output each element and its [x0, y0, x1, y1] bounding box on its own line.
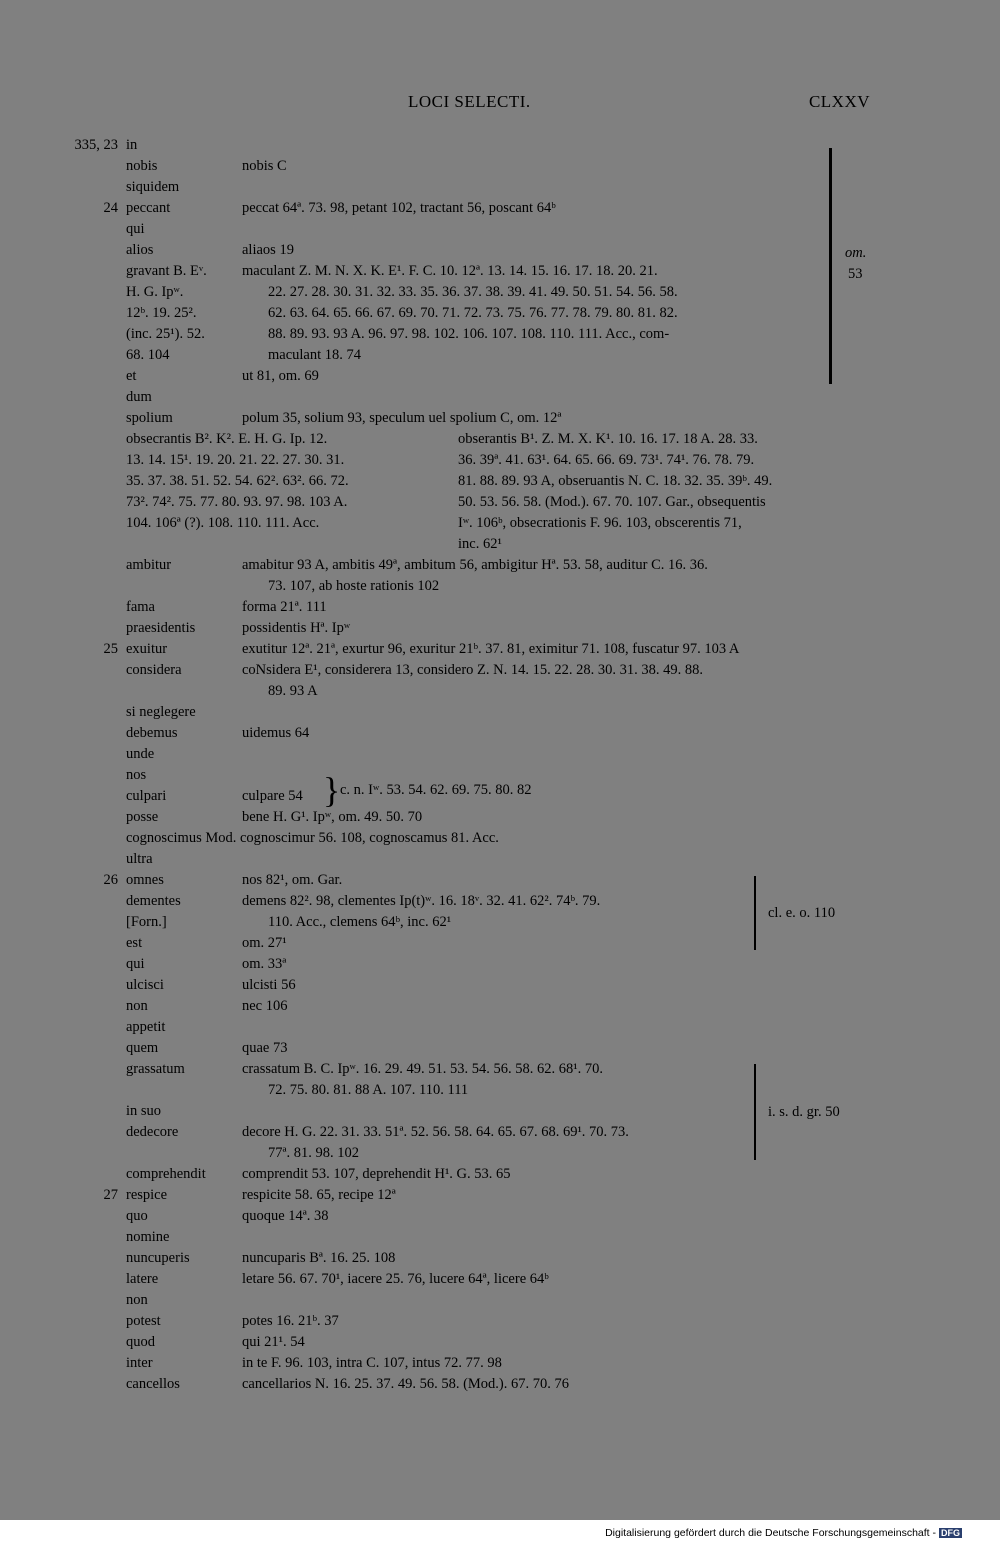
lemma: spolium	[126, 410, 173, 426]
lemma: dementes	[126, 893, 181, 909]
lemma: potest	[126, 1313, 161, 1329]
lemma: ambitur	[126, 557, 172, 573]
lemma: unde	[126, 746, 155, 762]
variant-reading: maculant Z. M. N. X. K. E¹. F. C. 10. 12ª. 13. 14. 15. 16. 17. 18. 20. 21.	[242, 263, 658, 279]
bracket-bar	[754, 1064, 756, 1160]
page-number: CLXXV	[808, 92, 870, 111]
footer-credit	[605, 1527, 962, 1539]
variant-reading: 81. 88. 89. 93 A, obseruantis N. C. 18. 32. 35. 39ᵇ. 49.	[458, 473, 773, 489]
variant-reading: ulcisti 56	[242, 977, 296, 993]
line-number: 335, 23	[74, 137, 118, 153]
side-note-cn: c. n. Iʷ. 53. 54. 62. 69. 75. 80. 82	[340, 782, 532, 798]
variant-reading: letare 56. 67. 70¹, iacere 25. 76, lucere 64ª, licere 64ᵇ	[242, 1271, 549, 1287]
lemma: si neglegere	[126, 704, 196, 720]
lemma: praesidentis	[126, 620, 196, 636]
lemma: siquidem	[126, 179, 180, 195]
variant-reading: demens 82². 98, clementes Ip(t)ʷ. 16. 18ᵛ. 32. 41. 62². 74ᵇ. 79.	[242, 893, 601, 909]
lemma: peccant	[126, 200, 171, 216]
lemma: respice	[126, 1187, 168, 1203]
variant-reading: in te F. 96. 103, intra C. 107, intus 72. 77. 98	[242, 1355, 502, 1371]
variant-reading: coNsidera E¹, considerera 13, considero Z. N. 14. 15. 22. 28. 30. 31. 38. 49. 88.	[242, 662, 704, 678]
variant-reading: amabitur 93 A, ambitis 49ª, ambitum 56, ambigitur Hª. 53. 58, auditur C. 16. 36.	[242, 557, 708, 573]
lemma: nuncuperis	[126, 1250, 190, 1266]
bracket-bar	[754, 876, 756, 950]
lemma: (inc. 25¹). 52.	[126, 326, 205, 342]
variant-reading: Iʷ. 106ᵇ, obsecrationis F. 96. 103, obscerentis 71,	[458, 515, 742, 531]
variant-reading: nuncuparis Bª. 16. 25. 108	[242, 1250, 396, 1266]
variant-reading: comprendit 53. 107, deprehendit H¹. G. 53. 65	[242, 1166, 511, 1182]
variant-reading: quae 73	[242, 1040, 288, 1056]
side-note-om: om.	[845, 245, 867, 261]
variant-reading: qui 21¹. 54	[242, 1334, 305, 1350]
variant-reading: 88. 89. 93. 93 A. 96. 97. 98. 102. 106. 107. 108. 110. 111. Acc., com-	[268, 326, 670, 342]
variant-reading: respicite 58. 65, recipe 12ª	[242, 1187, 396, 1203]
lemma: quod	[126, 1334, 155, 1350]
lemma: 13. 14. 15¹. 19. 20. 21. 22. 27. 30. 31.	[126, 452, 345, 468]
lemma: grassatum	[126, 1061, 185, 1077]
side-note-cleo: cl. e. o. 110	[768, 905, 836, 921]
lemma: 68. 104	[126, 347, 170, 363]
variant-reading: possidentis Hª. Ipʷ	[242, 620, 351, 636]
lemma: dum	[126, 389, 152, 405]
variant-reading: nec 106	[242, 998, 288, 1014]
lemma: nos	[126, 767, 147, 783]
lemma: considera	[126, 662, 182, 678]
lemma: non	[126, 998, 148, 1014]
lemma: H. G. Ipʷ.	[126, 284, 184, 300]
variant-reading: om. 27¹	[242, 935, 287, 951]
lemma: nobis	[126, 158, 158, 174]
variant-reading: decore H. G. 22. 31. 33. 51ª. 52. 56. 58. 64. 65. 67. 68. 69¹. 70. 73.	[242, 1124, 629, 1140]
lemma: culpari	[126, 788, 167, 804]
lemma: in	[126, 137, 138, 153]
lemma: 73². 74². 75. 77. 80. 93. 97. 98. 103 A.	[126, 494, 348, 510]
variant-reading: maculant 18. 74	[268, 347, 362, 363]
lemma: 12ᵇ. 19. 25².	[126, 305, 197, 321]
variant-reading: 110. Acc., clemens 64ᵇ, inc. 62¹	[268, 914, 452, 930]
variant-reading: inc. 62¹	[458, 536, 502, 552]
variant-reading: polum 35, solium 93, speculum uel spolium C, om. 12ª	[242, 410, 562, 426]
line-number: 24	[103, 200, 118, 216]
variant-reading: exutitur 12ª. 21ª, exurtur 96, exuritur 21ᵇ. 37. 81, eximitur 71. 108, fuscatur 97. 103 A	[242, 641, 740, 657]
lemma: exuitur	[126, 641, 168, 657]
lemma: 35. 37. 38. 51. 52. 54. 62². 63². 66. 72.	[126, 473, 349, 489]
lemma: comprehendit	[126, 1166, 206, 1182]
variant-reading: 50. 53. 56. 58. (Mod.). 67. 70. 107. Gar., obsequentis	[458, 494, 766, 510]
variant-reading: quoque 14ª. 38	[242, 1208, 329, 1224]
running-title: LOCI SELECTI.	[408, 92, 531, 111]
variant-reading: 22. 27. 28. 30. 31. 32. 33. 35. 36. 37. 38. 39. 41. 49. 50. 51. 54. 56. 58.	[268, 284, 678, 300]
lemma: non	[126, 1292, 148, 1308]
lemma: alios	[126, 242, 154, 258]
lemma: appetit	[126, 1019, 166, 1035]
line-number: 27	[103, 1187, 118, 1203]
lemma: in suo	[126, 1103, 162, 1119]
bracket-bar	[829, 148, 832, 384]
variant-reading: potes 16. 21ᵇ. 37	[242, 1313, 339, 1329]
variant-reading: nos 82¹, om. Gar.	[242, 872, 343, 888]
lemma: ulcisci	[126, 977, 164, 993]
variant-reading: cancellarios N. 16. 25. 37. 49. 56. 58. (Mod.). 67. 70. 76	[242, 1376, 570, 1392]
lemma: nomine	[126, 1229, 170, 1245]
lemma: omnes	[126, 872, 164, 888]
lemma: fama	[126, 599, 155, 615]
lemma: [Forn.]	[126, 914, 167, 930]
variant-reading: 77ª. 81. 98. 102	[268, 1145, 360, 1161]
line-number: 25	[103, 641, 118, 657]
dfg-logo: DFG	[941, 1528, 960, 1538]
brace-glyph: }	[323, 770, 341, 810]
variant-reading: crassatum B. C. Ipʷ. 16. 29. 49. 51. 53. 54. 56. 58. 62. 68¹. 70.	[242, 1061, 603, 1077]
lemma: qui	[126, 956, 145, 972]
variant-reading: bene H. G¹. Ipʷ, om. 49. 50. 70	[242, 809, 423, 825]
variant-reading: obserantis B¹. Z. M. X. K¹. 10. 16. 17. 18 A. 28. 33.	[458, 431, 758, 447]
lemma: quo	[126, 1208, 148, 1224]
variant-reading: aliaos 19	[242, 242, 294, 258]
variant-reading: nobis C	[242, 158, 287, 174]
lemma: 104. 106ª (?). 108. 110. 111. Acc.	[126, 515, 320, 531]
lemma: inter	[126, 1355, 153, 1371]
footer-text: Digitalisierung gefördert durch die Deutsche Forschungsgemeinschaft -	[605, 1527, 936, 1539]
variant-reading: peccat 64ª. 73. 98, petant 102, tractant 56, poscant 64ᵇ	[242, 200, 556, 216]
side-note-isdgr: i. s. d. gr. 50	[768, 1104, 840, 1120]
lemma: et	[126, 368, 137, 384]
lemma: cancellos	[126, 1376, 180, 1392]
lemma: posse	[126, 809, 159, 825]
variant-reading: ut 81, om. 69	[242, 368, 319, 384]
variant-reading: forma 21ª. 111	[242, 599, 327, 615]
lemma: debemus	[126, 725, 178, 741]
variant-reading: 62. 63. 64. 65. 66. 67. 69. 70. 71. 72. 73. 75. 76. 77. 78. 79. 80. 81. 82.	[268, 305, 678, 321]
variant-reading: 36. 39ª. 41. 63¹. 64. 65. 66. 69. 73¹. 74¹. 76. 78. 79.	[458, 452, 755, 468]
lemma: latere	[126, 1271, 159, 1287]
lemma: gravant B. Eᵛ.	[126, 263, 207, 279]
variant-reading: 89. 93 A	[268, 683, 318, 699]
lemma: dedecore	[126, 1124, 179, 1140]
variant-reading: 73. 107, ab hoste rationis 102	[268, 578, 440, 594]
lemma: ultra	[126, 851, 153, 867]
lemma: obsecrantis B². K². E. H. G. Ip. 12.	[126, 431, 328, 447]
variant-reading: 72. 75. 80. 81. 88 A. 107. 110. 111	[268, 1082, 469, 1098]
lemma: quem	[126, 1040, 159, 1056]
variant-reading: om. 33ª	[242, 956, 287, 972]
side-note-om-number: 53	[848, 266, 863, 282]
lemma: est	[126, 935, 143, 951]
lemma: cognoscimus Mod. cognoscimur 56. 108, cognoscamus 81. Acc.	[126, 830, 499, 846]
lemma: qui	[126, 221, 145, 237]
variant-reading: culpare 54	[242, 788, 303, 804]
variant-reading: uidemus 64	[242, 725, 310, 741]
line-number: 26	[103, 872, 118, 888]
